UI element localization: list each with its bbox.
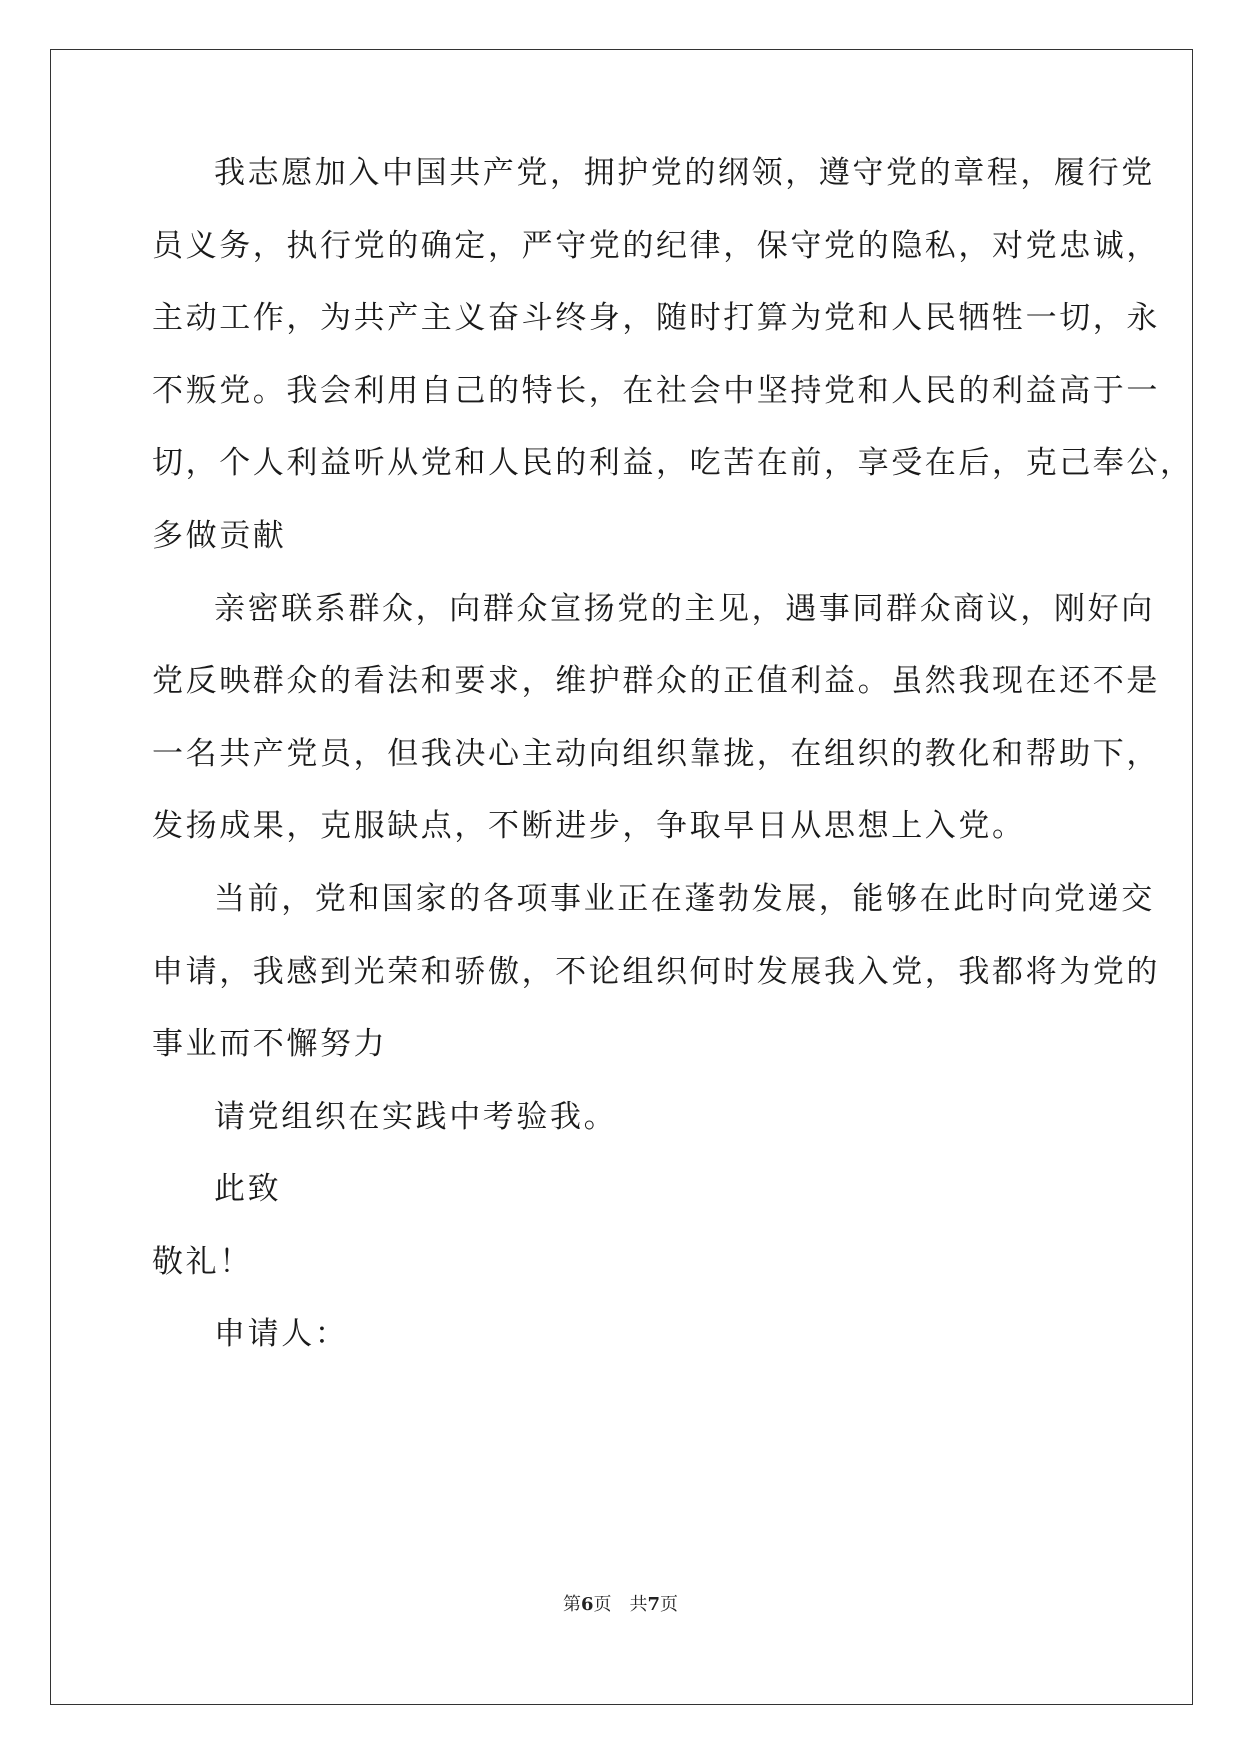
footer-mid: 页 共 <box>593 1594 648 1615</box>
paragraph-1-line-4: 不叛党。我会利用自己的特长，在社会中坚持党和人民的利益高于一 <box>152 373 1160 409</box>
current-page-number: 6 <box>580 1594 594 1615</box>
footer-suffix: 页 <box>660 1594 679 1615</box>
paragraph-2-line-4: 发扬成果，克服缺点，不断进步，争取早日从思想上入党。 <box>152 808 1026 844</box>
salutation-jingli: 敬礼！ <box>152 1244 253 1280</box>
salutation-cizhi: 此致 <box>214 1171 282 1207</box>
applicant-label: 申请人： <box>214 1316 349 1352</box>
paragraph-1-line-6: 多做贡献 <box>152 518 287 554</box>
total-page-number: 7 <box>647 1594 661 1615</box>
paragraph-1-line-5: 切，个人利益听从党和人民的利益，吃苦在前，享受在后，克己奉公， <box>152 445 1194 481</box>
paragraph-1-line-2: 员义务，执行党的确定，严守党的纪律，保守党的隐私，对党忠诚， <box>152 228 1160 264</box>
paragraph-1-line-1: 我志愿加入中国共产党，拥护党的纲领，遵守党的章程，履行党 <box>214 155 1155 191</box>
paragraph-2-line-2: 党反映群众的看法和要求，维护群众的正值利益。虽然我现在还不是 <box>152 663 1160 699</box>
paragraph-3-line-2: 申请，我感到光荣和骄傲，不论组织何时发展我入党，我都将为党的 <box>152 954 1160 990</box>
paragraph-2-line-3: 一名共产党员，但我决心主动向组织靠拢，在组织的教化和帮助下， <box>152 736 1160 772</box>
paragraph-3-line-1: 当前，党和国家的各项事业正在蓬勃发展，能够在此时向党递交 <box>214 881 1155 917</box>
paragraph-3-line-3: 事业而不懈努力 <box>152 1026 388 1062</box>
closing-request: 请党组织在实践中考验我。 <box>214 1099 618 1135</box>
footer-prefix: 第 <box>562 1594 581 1615</box>
page-footer <box>0 1593 1241 1617</box>
paragraph-1-line-3: 主动工作，为共产主义奋斗终身，随时打算为党和人民牺牲一切，永 <box>152 300 1160 336</box>
paragraph-2-line-1: 亲密联系群众，向群众宣扬党的主见，遇事同群众商议，刚好向 <box>214 591 1155 627</box>
